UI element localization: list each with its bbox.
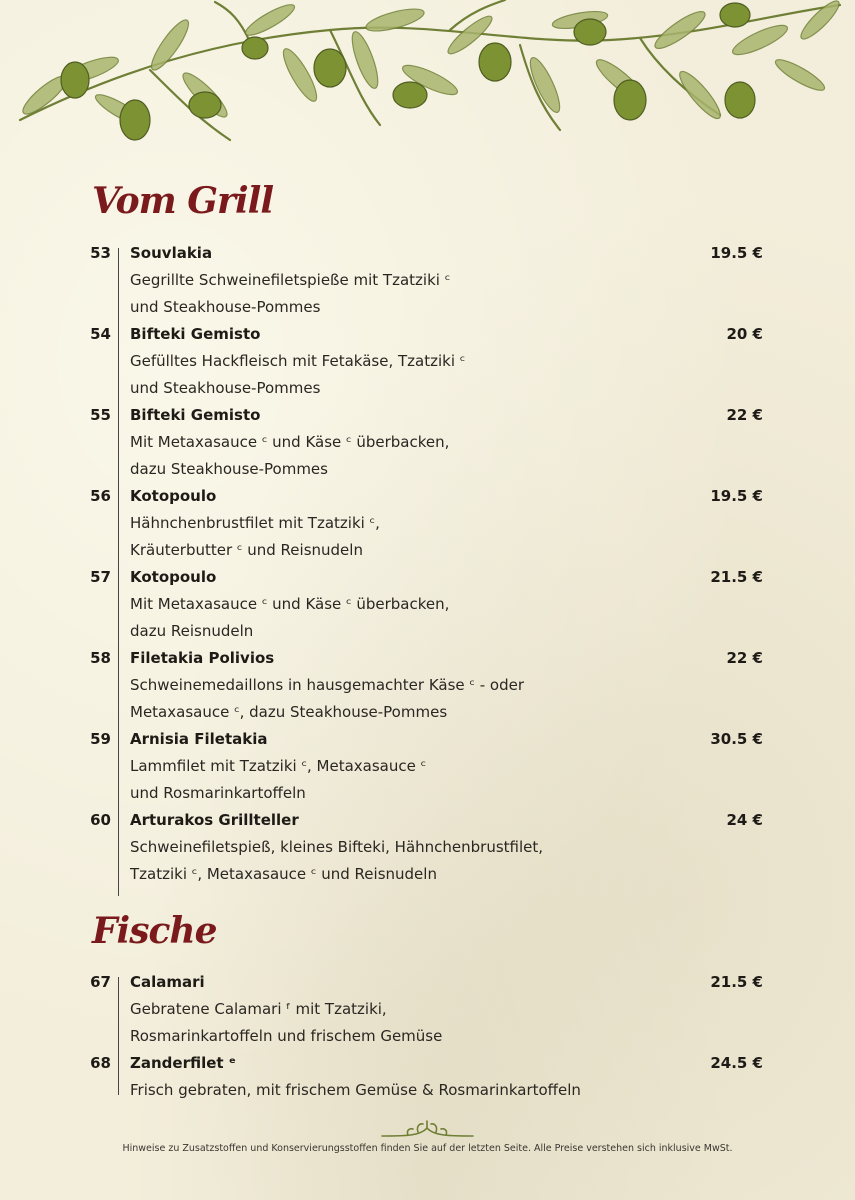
item-description-line: Mit Metaxasauce ᶜ und Käse ᶜ überbacken, <box>130 595 450 613</box>
item-name: Bifteki Gemisto <box>130 406 261 424</box>
item-number: 53 <box>90 244 111 262</box>
item-description-line: dazu Reisnudeln <box>130 622 254 640</box>
item-price: 22 € <box>726 649 763 667</box>
item-number: 68 <box>90 1054 111 1072</box>
item-number: 67 <box>90 973 111 991</box>
item-price: 21.5 € <box>710 973 763 991</box>
item-name: Kotopoulo <box>130 487 217 505</box>
ornament-icon <box>380 1118 475 1140</box>
item-price: 19.5 € <box>710 487 763 505</box>
menu-item <box>0 645 855 726</box>
item-description-line: Rosmarinkartoffeln und frischem Gemüse <box>130 1027 443 1045</box>
menu-item <box>0 321 855 402</box>
item-price: 21.5 € <box>710 568 763 586</box>
item-description-line: und Steakhouse-Pommes <box>130 298 321 316</box>
item-description-line: Kräuterbutter ᶜ und Reisnudeln <box>130 541 363 559</box>
item-description-line: und Steakhouse-Pommes <box>130 379 321 397</box>
menu-item <box>0 726 855 807</box>
item-description-line: und Rosmarinkartoffeln <box>130 784 306 802</box>
item-description-line: Metaxasauce ᶜ, dazu Steakhouse-Pommes <box>130 703 448 721</box>
item-name: Filetakia Polivios <box>130 649 275 667</box>
menu-section-fische <box>0 969 855 1104</box>
item-price: 20 € <box>726 325 763 343</box>
item-description-line: Hähnchenbrustfilet mit Tzatziki ᶜ, <box>130 514 380 532</box>
item-price: 19.5 € <box>710 244 763 262</box>
item-number: 55 <box>90 406 111 424</box>
item-price: 24 € <box>726 811 763 829</box>
menu-item <box>0 402 855 483</box>
item-name: Arturakos Grillteller <box>130 811 299 829</box>
item-price: 30.5 € <box>710 730 763 748</box>
menu-item <box>0 807 855 888</box>
menu-item <box>0 483 855 564</box>
item-name: Zanderfilet ᵉ <box>130 1054 236 1072</box>
item-description-line: dazu Steakhouse-Pommes <box>130 460 328 478</box>
item-description-line: Tzatziki ᶜ, Metaxasauce ᶜ und Reisnudeln <box>130 865 437 883</box>
item-price: 24.5 € <box>710 1054 763 1072</box>
item-description-line: Gegrillte Schweinefiletspieße mit Tzatziki ᶜ <box>130 271 451 289</box>
item-description-line: Frisch gebraten, mit frischem Gemüse & Rosmarinkartoffeln <box>130 1081 581 1099</box>
item-number: 59 <box>90 730 111 748</box>
item-description-line: Gefülltes Hackfleisch mit Fetakäse, Tzatziki ᶜ <box>130 352 466 370</box>
item-number: 56 <box>90 487 111 505</box>
menu-item <box>0 240 855 321</box>
item-name: Arnisia Filetakia <box>130 730 268 748</box>
footer-note: Hinweise zu Zusatzstoffen und Konservierungsstoffen finden Sie auf der letzten Seite. Alle Preise verstehen sich inklusive MwSt. <box>122 1143 733 1154</box>
menu-item <box>0 564 855 645</box>
item-number: 60 <box>90 811 111 829</box>
item-name: Kotopoulo <box>130 568 217 586</box>
item-description-line: Schweinefiletspieß, kleines Bifteki, Hähnchenbrustfilet, <box>130 838 544 856</box>
item-description-line: Schweinemedaillons in hausgemachter Käse ᶜ - oder <box>130 676 524 694</box>
item-description-line: Gebratene Calamari ᶠ mit Tzatziki, <box>130 1000 387 1018</box>
item-name: Souvlakia <box>130 244 213 262</box>
item-price: 22 € <box>726 406 763 424</box>
section-title-fische: Fische <box>92 910 217 952</box>
item-name: Bifteki Gemisto <box>130 325 261 343</box>
section-title-vom-grill: Vom Grill <box>92 180 274 222</box>
item-description-line: Mit Metaxasauce ᶜ und Käse ᶜ überbacken, <box>130 433 450 451</box>
olive-branch-illustration <box>0 0 855 170</box>
menu-item <box>0 1050 855 1104</box>
item-number: 58 <box>90 649 111 667</box>
menu-item <box>0 969 855 1050</box>
menu-section-vom-grill <box>0 240 855 888</box>
item-name: Calamari <box>130 973 205 991</box>
item-description-line: Lammfilet mit Tzatziki ᶜ, Metaxasauce ᶜ <box>130 757 427 775</box>
item-number: 57 <box>90 568 111 586</box>
item-number: 54 <box>90 325 111 343</box>
